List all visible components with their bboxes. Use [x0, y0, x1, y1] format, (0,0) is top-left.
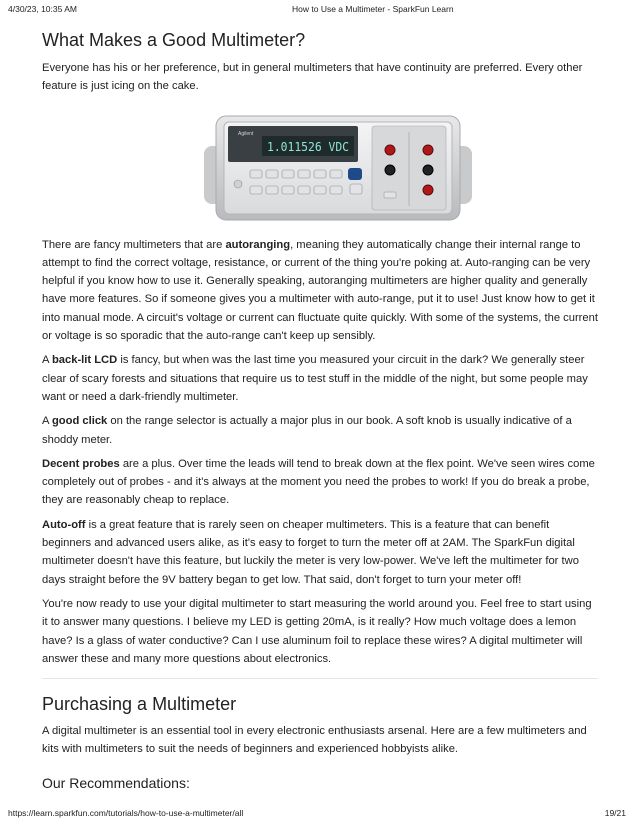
paragraph-good-click: A good click on the range selector is actually a major plus in our book. A soft knob is usually indicative of a shoddy meter.: [42, 415, 572, 446]
section-heading-good-multimeter: What Makes a Good Multimeter?: [42, 30, 306, 50]
print-header-datetime: 4/30/23, 10:35 AM: [8, 4, 77, 14]
print-header-title: How to Use a Multimeter - SparkFun Learn: [292, 4, 454, 14]
paragraph-backlit: A back-lit LCD is fancy, but when was the last time you measured your circuit in the dark? We generally steer clear of scary forests and situations that require us to test stuff in the middle of the night, but some people may want or need a dark-friendly multimeter.: [42, 354, 588, 403]
bold-autoranging: autoranging: [225, 238, 291, 251]
paragraph-probes: Decent probes are a plus. Over time the leads will tend to break down at the flex point. We've seen wires come completely out of probes - and it's always at the moment you need the probes to work! If you do break a probe, they are reasonably cheap to replace.: [42, 457, 595, 507]
brand-logo: Agilent: [238, 130, 254, 137]
paragraph-ready: You're now ready to use your digital multimeter to start measuring the world around you. Feel free to start using it to answer many questions. I believe my LED is getting 20mA, is it really? How much voltage does a lemon have? Is a glass of water conductive? Can I use aluminum foil to replace these wires? A digital multimeter will answer these and many more questions about electronics.: [42, 597, 592, 665]
section-divider: [42, 678, 598, 679]
paragraph-auto-off: Auto-off is a great feature that is rarely seen on cheaper multimeters. This is a feature that can benefit beginners and advanced users alike, as it's easy to forget to turn the meter off at 2AM. The SparkFun digital multimeter doesn't have this feature, but luckily the meter is very low-power. We've left the multimeter for two days straight before the 9V battery began to get low. That said, don't forget to turn your meter off!: [42, 518, 579, 586]
paragraph-autoranging: There are fancy multimeters that are autoranging, meaning they automatically change their internal range to attempt to find the correct voltage, resistance, or current of the thing you're poking at. Auto-ranging can be very helpful if you know how to use it. Generally speaking, autoranging multimeters are higher quality and generally have more features. So if someone gives you a multimeter with auto-range, put it to use! Just know how to get it into manual mode. A circuit's voltage or current can fluctuate quite quickly. With some of the systems, the current or voltage is so sporadic that the auto-range can't keep up sensibly.: [42, 238, 598, 343]
bold-good-click: good click: [51, 415, 108, 428]
intro-paragraph: Everyone has his or her preference, but in general multimeters that have continuity are preferred. Every other feature is just icing on the cake.: [42, 62, 583, 93]
recommendations-heading: Our Recommendations:: [42, 774, 190, 791]
print-footer-page-number: 19/21: [604, 808, 626, 818]
purchasing-intro: A digital multimeter is an essential tool in every electronic enthusiasts arsenal. Here are a few multimeters and kits with multimeters to suit the needs of beginners and experienced hobbyists alike.: [42, 725, 587, 756]
multimeter-figure: [42, 106, 598, 226]
bold-auto-off: Auto-off: [42, 518, 86, 531]
print-footer-url[interactable]: https://learn.sparkfun.com/tutorials/how-to-use-a-multimeter/all: [8, 808, 244, 818]
meter-display-reading: 1.011526 VDC: [267, 139, 349, 154]
article-content: [42, 30, 598, 791]
bold-decent-probes: Decent probes: [42, 457, 120, 470]
bold-backlit-lcd: back-lit LCD: [51, 354, 118, 367]
bench-multimeter-image: [202, 106, 474, 226]
section-heading-purchasing: Purchasing a Multimeter: [42, 694, 237, 715]
